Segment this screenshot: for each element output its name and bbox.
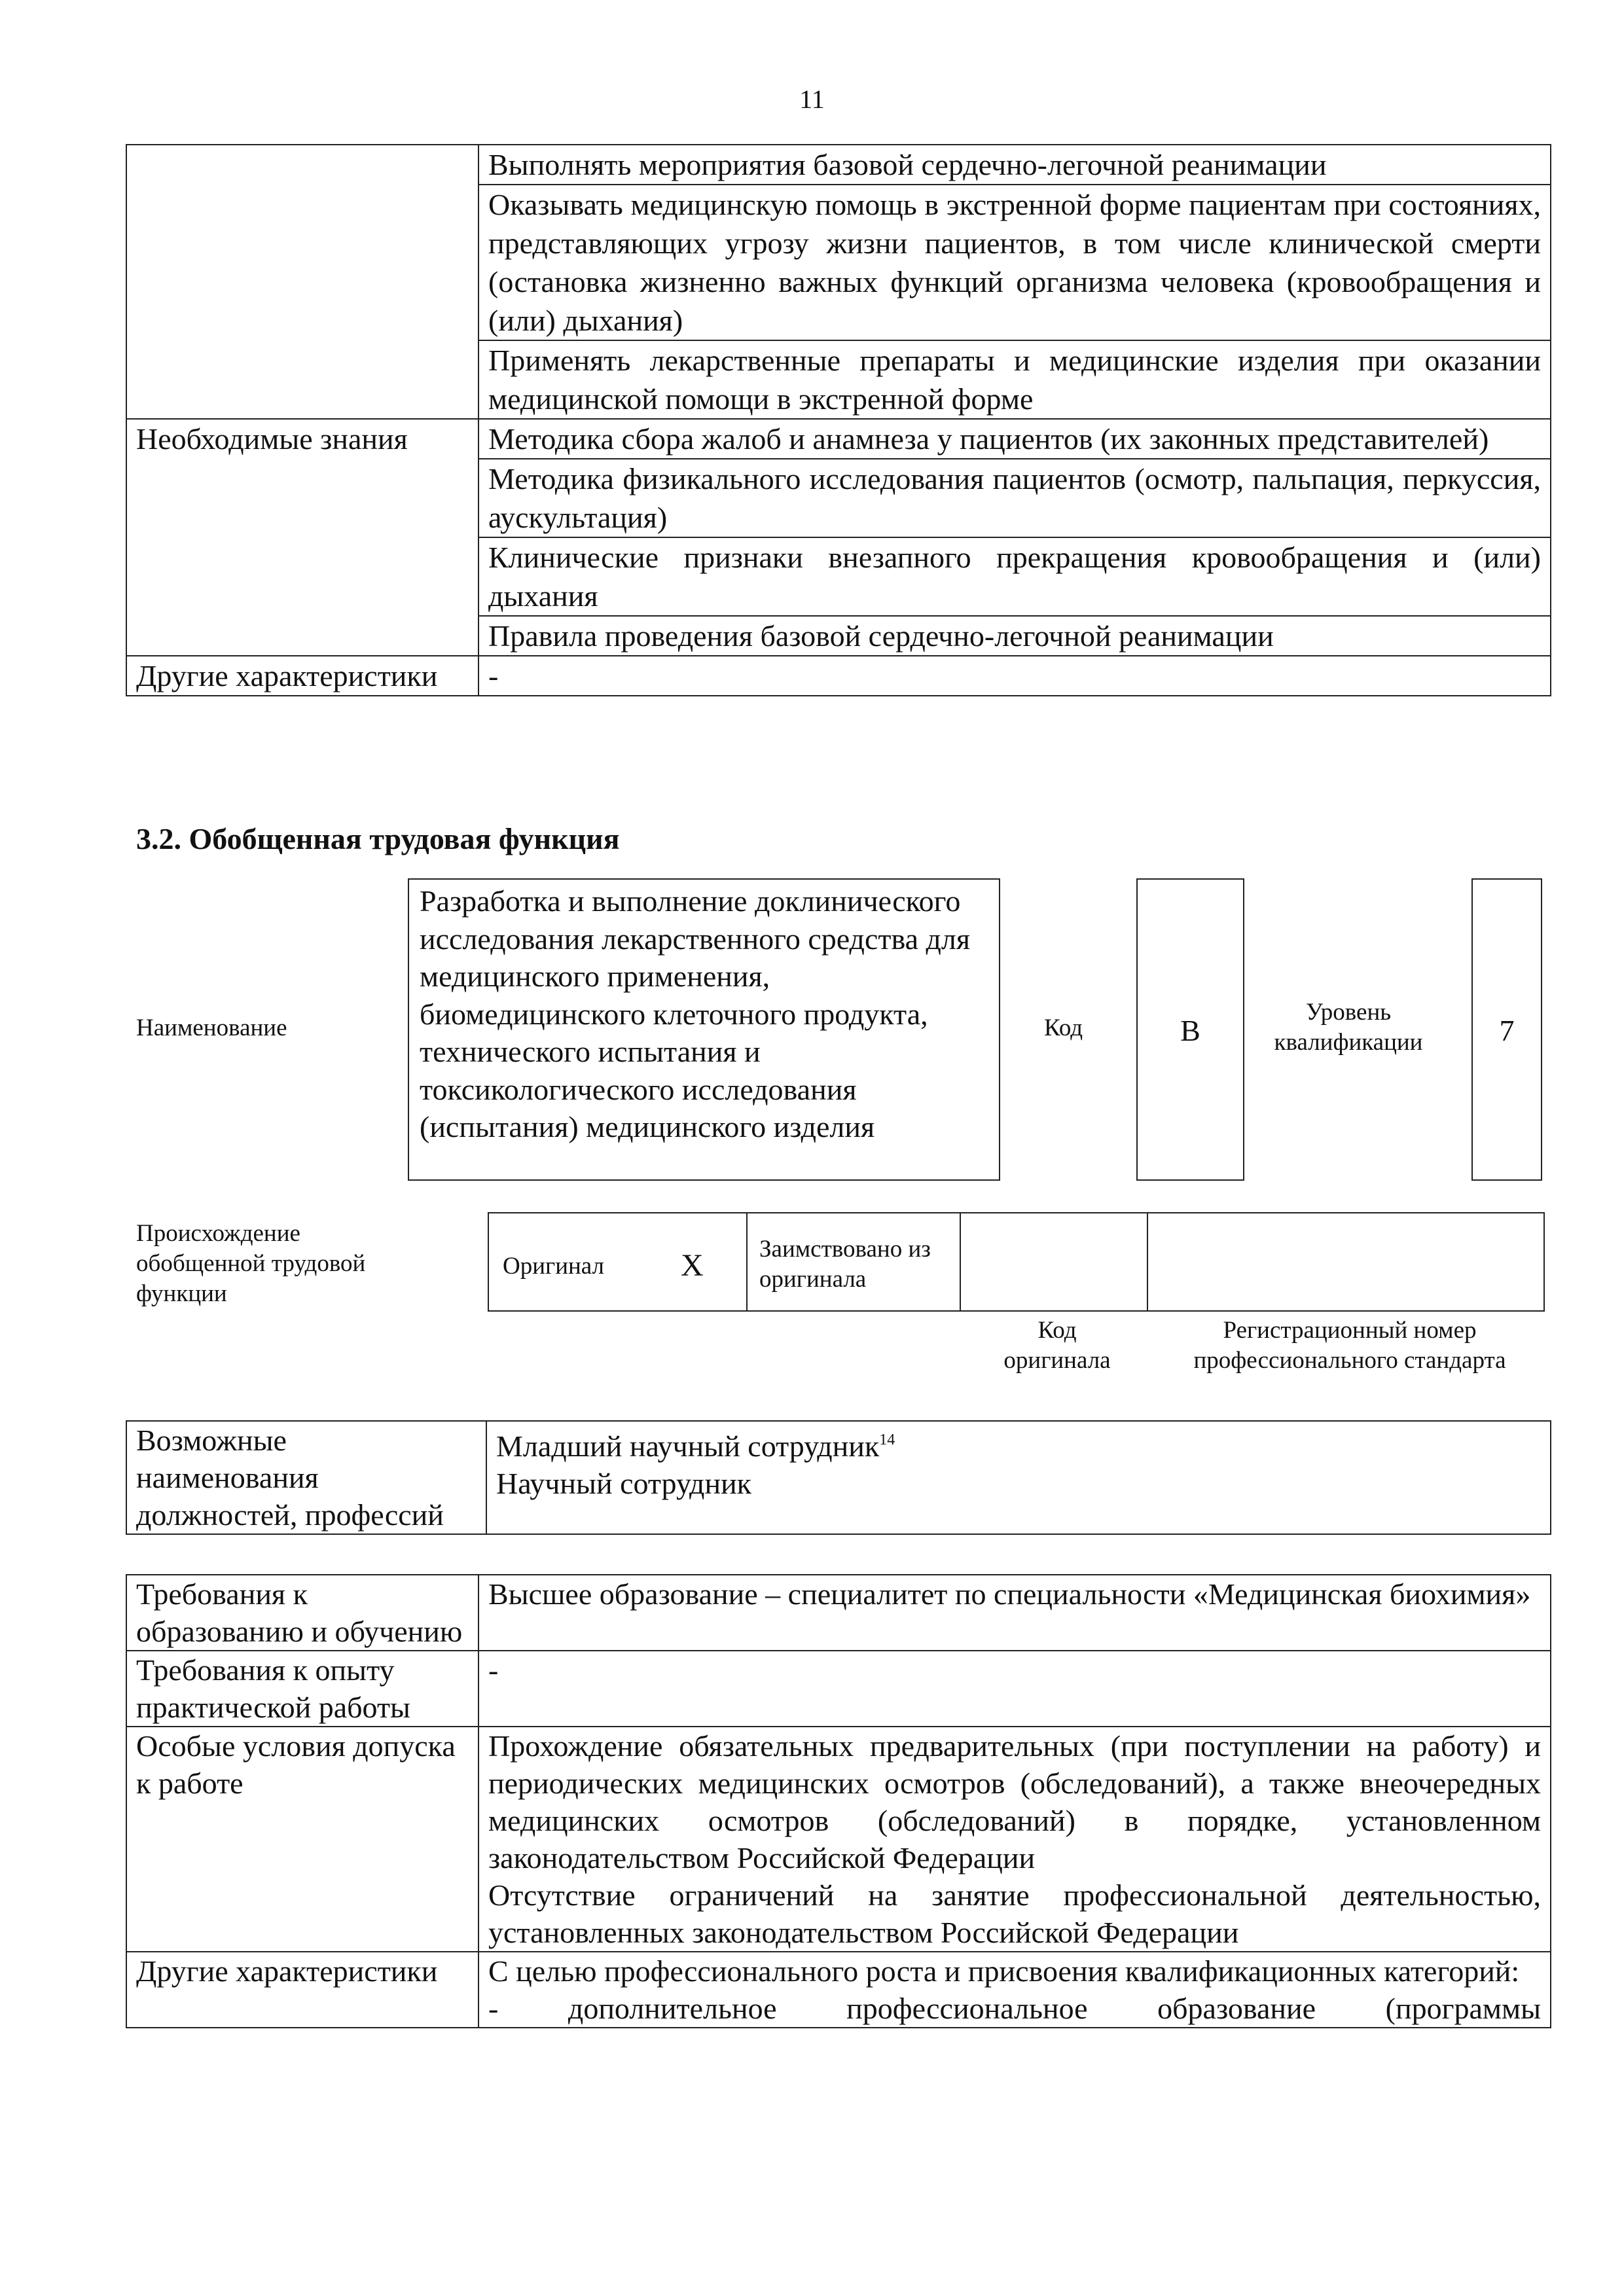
function-name-box: Разработка и выполнение доклинического исследования лекарственного средства для медицинского применения, биомедицинского клеточного продукта, технического испытания и токсикологического исследования (испытания) медицинского изделия [408, 878, 1000, 1181]
code-caption: Код оригинала [1003, 1317, 1111, 1374]
other-value: - [478, 656, 1551, 696]
footnote-mark: 14 [879, 1431, 895, 1448]
other-label: Другие характеристики [126, 656, 478, 696]
other-char-cell [478, 1952, 1551, 2028]
other-char-label: Другие характеристики [126, 1952, 478, 2028]
borrowed-label: Заимствовано из оригинала [759, 1236, 931, 1293]
skill-cell: Выполнять мероприятия базовой сердечно-легочной реанимации [478, 145, 1551, 185]
reg-caption: Регистрационный номер профессионального стандарта [1193, 1317, 1506, 1374]
requirements-table [126, 1574, 1551, 2028]
skill-cell: Применять лекарственные препараты и медицинские изделия при оказании медицинской помощи в экстренной форме [478, 340, 1551, 419]
knowledge-cell: Правила проведения базовой сердечно-легочной реанимации [478, 616, 1551, 656]
origin-label: Происхождение обобщенной трудовой функции [136, 1220, 366, 1307]
knowledge-cell: Клинические признаки внезапного прекращения кровообращения и (или) дыхания [478, 537, 1551, 616]
other-char-text: - дополнительное профессиональное образование (программы [488, 1992, 1541, 2025]
code-value-box: В [1136, 878, 1244, 1181]
divider [746, 1212, 748, 1312]
admission-cell [478, 1727, 1551, 1952]
section-title: 3.2. Обобщенная трудовая функция [136, 822, 620, 855]
position-item: Младший научный сотрудник [496, 1429, 880, 1463]
name-label: Наименование [136, 1014, 287, 1041]
other-char-text: С целью профессионального роста и присвоения квалификационных категорий: [488, 1954, 1520, 1988]
admission-label: Особые условия допуска к работе [126, 1727, 478, 1952]
positions-table [126, 1420, 1551, 1535]
divider [960, 1212, 961, 1312]
experience-label: Требования к опыту практической работы [126, 1651, 478, 1727]
knowledge-cell: Методика физикального исследования пациентов (осмотр, пальпация, перкуссия, аускультация) [478, 459, 1551, 537]
education-value: Высшее образование – специалитет по специальности «Медицинская биохимия» [478, 1575, 1551, 1651]
positions-label: Возможные наименования должностей, профессий [126, 1421, 486, 1534]
skills-table [126, 144, 1551, 696]
admission-text: Прохождение обязательных предварительных (при поступлении на работу) и периодических медицинских осмотров (обследований), а также внеочередных медицинских осмотров (обследований) в порядке, установленном законодательством Российской Федерации [488, 1729, 1541, 1874]
education-label: Требования к образованию и обучению [126, 1575, 478, 1651]
level-value-box: 7 [1471, 878, 1542, 1181]
knowledge-cell: Методика сбора жалоб и анамнеза у пациентов (их законных представителей) [478, 419, 1551, 459]
origin-box [488, 1212, 1545, 1312]
experience-value: - [478, 1651, 1551, 1727]
code-label: Код [1044, 1014, 1083, 1041]
divider [1147, 1212, 1148, 1312]
page-number: 11 [799, 84, 825, 114]
skills-label-cell [126, 145, 478, 419]
positions-cell [486, 1421, 1551, 1534]
position-item: Научный сотрудник [496, 1467, 752, 1500]
level-label: Уровень квалификации [1274, 999, 1423, 1056]
admission-text: Отсутствие ограничений на занятие профессиональной деятельностью, установленных законодательством Российской Федерации [488, 1878, 1541, 1949]
knowledge-label: Необходимые знания [126, 419, 478, 656]
original-mark: X [681, 1248, 704, 1283]
skill-cell: Оказывать медицинскую помощь в экстренной форме пациентам при состояниях, представляющих угрозу жизни пациентов, в том числе клинической смерти (остановка жизненно важных функций организма человека (кровообращения и (или) дыхания) [478, 185, 1551, 340]
original-label: Оригинал [503, 1253, 605, 1280]
